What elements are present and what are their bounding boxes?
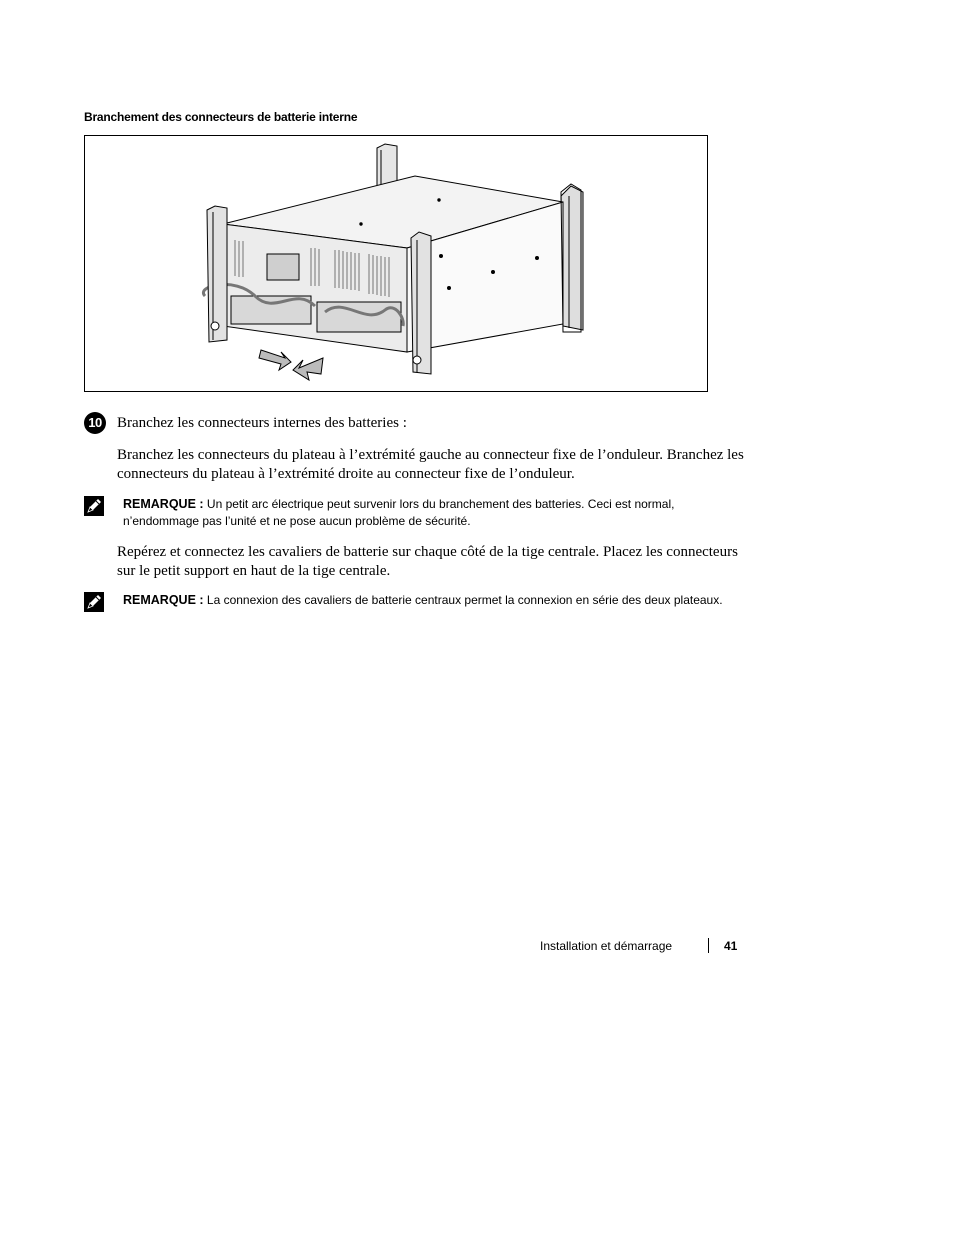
ups-rack-illustration (85, 136, 708, 392)
step-paragraph-1: Branchez les connecteurs du plateau à l’extrémité gauche au connecteur fixe de l’onduleur. Branchez les connecteurs du plateau à l’extrémité droite au connecteur fixe de l’onduleur. (117, 447, 744, 482)
note-label: REMARQUE : (123, 497, 204, 511)
figure-illustration (84, 135, 708, 392)
pencil-note-icon (84, 592, 104, 612)
arrow-left-icon (293, 358, 323, 380)
note-text: La connexion des cavaliers de batterie centraux permet la connexion en série des deux plateaux. (206, 593, 723, 607)
rack-post-back-right (561, 186, 583, 330)
page-number: 41 (724, 939, 738, 953)
arrow-right-icon (259, 350, 291, 370)
footer-section-title: Installation et démarrage (540, 939, 673, 953)
pencil-note-icon (84, 496, 104, 516)
note-label: REMARQUE : (123, 593, 204, 607)
rack-post-front-right (411, 232, 431, 374)
note-2 (123, 592, 723, 609)
note-1 (123, 496, 723, 530)
figure-title: Branchement des connecteurs de batterie interne (84, 110, 358, 124)
footer-divider (708, 938, 709, 953)
step-paragraph-2: Repérez et connectez les cavaliers de batterie sur chaque côté de la tige centrale. Placez les connecteurs sur le petit support en haut de la tige centrale. (117, 544, 738, 579)
unit-display (267, 254, 299, 280)
step-number-badge: 10 (84, 412, 106, 434)
battery-tray-right (317, 302, 401, 332)
note-text: Un petit arc électrique peut survenir lors du branchement des batteries. Ceci est normal, n’endommage pas l’unité et ne pose aucun problème de sécurité. (123, 497, 675, 528)
rack-post-front-left (207, 206, 227, 342)
step-intro: Branchez les connecteurs internes des batteries : (117, 415, 407, 431)
